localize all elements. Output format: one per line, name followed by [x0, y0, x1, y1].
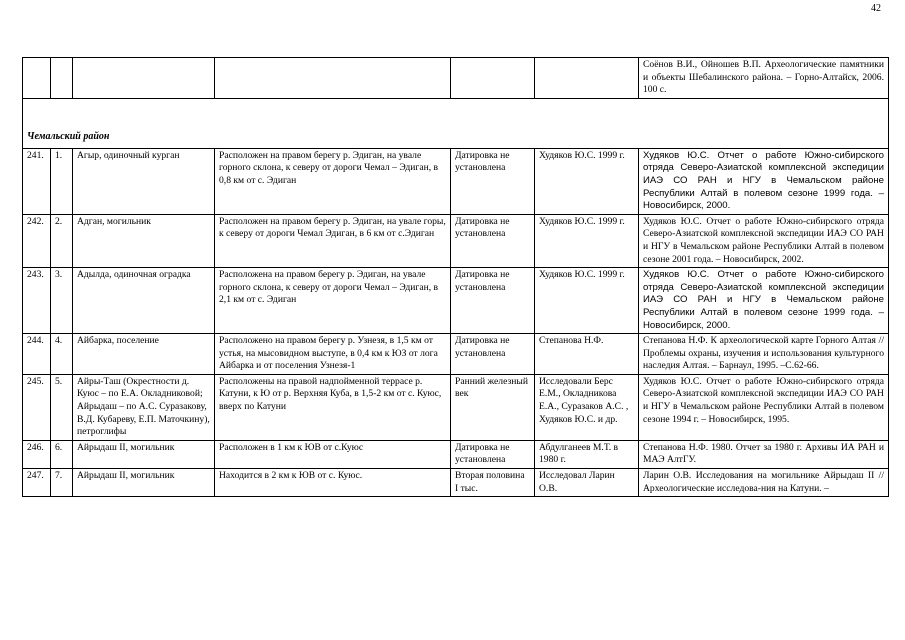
sub-number-cell: 3.	[51, 268, 73, 334]
source-cell: Степанова Н.Ф. К археологической карте Горного Алтая // Проблемы охраны, изучения и использования культурного наследия Алтая. – Барнаул, 1995. –С.62-66.	[639, 334, 889, 375]
sub-number-cell: 5.	[51, 374, 73, 440]
source-cell: Худяков Ю.С. Отчет о работе Южно-сибирского отряда Северо-Азиатской комплексной экспедиции ИАЭ СО РАН и НГУ в Чемальском районе Республики Алтай в полевом сезоне 1999 года. – Новосибирск, 2000.	[639, 268, 889, 334]
row-number-cell: 245.	[23, 374, 51, 440]
page-number: 42	[871, 3, 881, 14]
source-cell: Худяков Ю.С. Отчет о работе Южно-сибирского отряда Северо-Азиатской комплексной экспедиции ИАЭ СО РАН и НГУ в Чемальском районе Республики Алтай в полевом сезоне 2001 года. – Новосибирск, 2002.	[639, 214, 889, 267]
table-cell	[451, 58, 535, 99]
section-row	[23, 98, 889, 148]
table-cell	[535, 58, 639, 99]
sub-number-cell: 2.	[51, 214, 73, 267]
row-number-cell: 241.	[23, 148, 51, 214]
monument-name-cell: Айбарка, поселение	[73, 334, 215, 375]
dating-cell: Датировка не установлена	[451, 268, 535, 334]
monuments-table	[22, 57, 889, 497]
table-row	[23, 440, 889, 468]
table-row	[23, 214, 889, 267]
section-title: Чемальский район	[27, 131, 110, 143]
table-cell	[215, 58, 451, 99]
researcher-cell: Исследовали Берс Е.М., Окладникова Е.А., Суразаков А.С. , Худяков Ю.С. и др.	[535, 374, 639, 440]
table-body	[23, 58, 889, 497]
row-number-cell: 243.	[23, 268, 51, 334]
location-cell: Расположены на правой надпойменной террасе р. Катуни, к Ю от р. Верхняя Куба, в 1,5-2 км от с. Куюс, вверх по Катуни	[215, 374, 451, 440]
dating-cell: Датировка не установлена	[451, 214, 535, 267]
row-number-cell: 242.	[23, 214, 51, 267]
sub-number-cell: 1.	[51, 148, 73, 214]
table-row	[23, 334, 889, 375]
dating-cell: Датировка не установлена	[451, 148, 535, 214]
monument-name-cell: Агыр, одиночный курган	[73, 148, 215, 214]
dating-cell: Датировка не установлена	[451, 440, 535, 468]
table-cell	[73, 58, 215, 99]
table-cell	[23, 58, 51, 99]
dating-cell: Вторая половина I тыс.	[451, 469, 535, 497]
row-number-cell: 244.	[23, 334, 51, 375]
table-row	[23, 374, 889, 440]
location-cell: Расположена на правом берегу р. Эдиган, на увале горного склона, к северу от дороги Чемал – Эдиган, в 2,1 км от с. Эдиган	[215, 268, 451, 334]
monument-name-cell: Айры-Таш (Окрестности д. Куюс – по Е.А. Окладниковой; Айрыдаш – по А.С. Суразакову, В.Д. Кубареву, Е.П. Маточкину), петроглифы	[73, 374, 215, 440]
sub-number-cell: 4.	[51, 334, 73, 375]
monument-name-cell: Айрыдаш II, могильник	[73, 469, 215, 497]
row-number-cell: 247.	[23, 469, 51, 497]
monument-name-cell: Адган, могильник	[73, 214, 215, 267]
researcher-cell: Худяков Ю.С. 1999 г.	[535, 148, 639, 214]
location-cell: Расположено на правом берегу р. Узнезя, в 1,5 км от устья, на мысовидном выступе, в 0,4 км к ЮЗ от лога Айбарка и от поселения Узнезя-1	[215, 334, 451, 375]
location-cell: Находится в 2 км к ЮВ от с. Куюс.	[215, 469, 451, 497]
source-cell: Степанова Н.Ф. 1980. Отчет за 1980 г. Архивы ИА РАН и МАЭ АлтГУ.	[639, 440, 889, 468]
researcher-cell: Худяков Ю.С. 1999 г.	[535, 214, 639, 267]
table-row	[23, 469, 889, 497]
researcher-cell: Абдулганеев М.Т. в 1980 г.	[535, 440, 639, 468]
researcher-cell: Степанова Н.Ф.	[535, 334, 639, 375]
dating-cell: Датировка не установлена	[451, 334, 535, 375]
dating-cell: Ранний железный век	[451, 374, 535, 440]
table-row	[23, 148, 889, 214]
location-cell: Расположен на правом берегу р. Эдиган, на увале горного склона, к северу от дороги Чемал – Эдиган, в 0,8 км от с. Эдиган	[215, 148, 451, 214]
sub-number-cell: 6.	[51, 440, 73, 468]
researcher-cell: Исследовал Ларин О.В.	[535, 469, 639, 497]
table-row	[23, 58, 889, 99]
sub-number-cell: 7.	[51, 469, 73, 497]
monument-name-cell: Айрыдаш II, могильник	[73, 440, 215, 468]
location-cell: Расположен в 1 км к ЮВ от с.Куюс	[215, 440, 451, 468]
row-number-cell: 246.	[23, 440, 51, 468]
source-cell: Худяков Ю.С. Отчет о работе Южно-сибирского отряда Северо-Азиатской комплексной экспедиции ИАЭ СО РАН и НГУ в Чемальском районе Республики Алтай в полевом сезоне 1999 года. – Новосибирск, 2000.	[639, 148, 889, 214]
researcher-cell: Худяков Ю.С. 1999 г.	[535, 268, 639, 334]
location-cell: Расположен на правом берегу р. Эдиган, на увале горы, к северу от дороги Чемал Эдиган, в 6 км от с.Эдиган	[215, 214, 451, 267]
source-cell: Ларин О.В. Исследования на могильнике Айрыдаш II // Археологические исследова-ния на Катуни. –	[639, 469, 889, 497]
section-cell	[23, 98, 889, 148]
table-row	[23, 268, 889, 334]
table-cell	[51, 58, 73, 99]
source-cell: Соёнов В.И., Ойношев В.П. Археологические памятники и объекты Шебалинского района. – Горно-Алтайск, 2006. 100 с.	[639, 58, 889, 99]
monument-name-cell: Адылда, одиночная оградка	[73, 268, 215, 334]
source-cell: Худяков Ю.С. Отчет о работе Южно-сибирского отряда Северо-Азиатской комплексной экспедиции ИАЭ СО РАН и НГУ в Чемальском районе Республики Алтай в полевом сезоне 1994 г. – Новосибирск, 1995.	[639, 374, 889, 440]
